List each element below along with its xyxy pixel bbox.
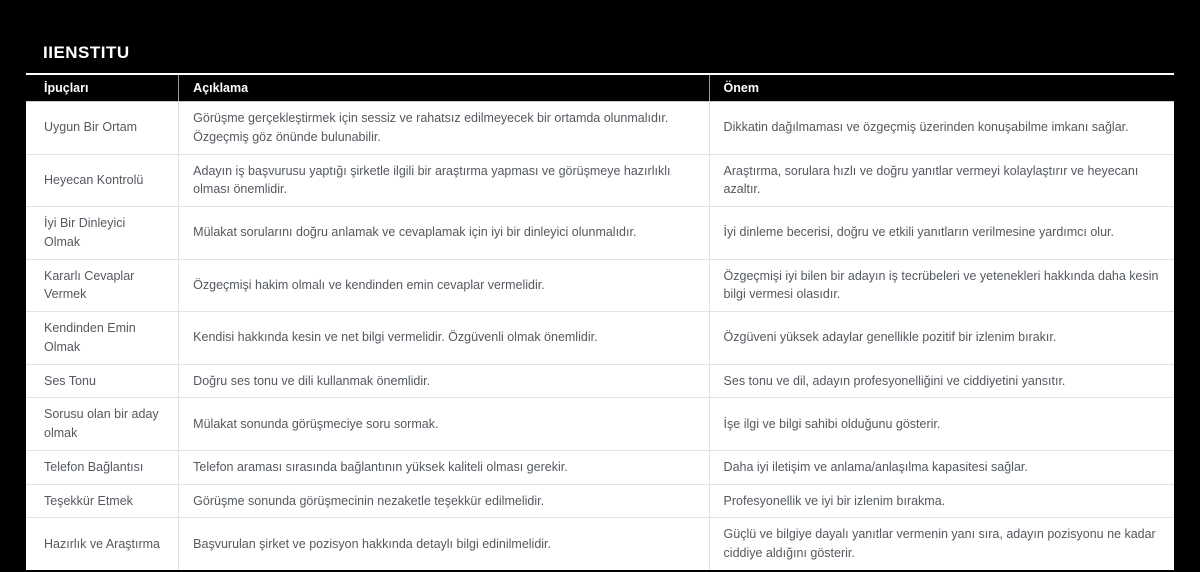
cell-description: Adayın iş başvurusu yaptığı şirketle ilgili bir araştırma yapması ve görüşmeye hazırlıklı olması önemlidir. (179, 154, 709, 207)
cell-importance: Ses tonu ve dil, adayın profesyonelliğini ve ciddiyetini yansıtır. (709, 364, 1174, 398)
cell-tip: Sorusu olan bir aday olmak (26, 398, 179, 451)
cell-description: Kendisi hakkında kesin ve net bilgi vermelidir. Özgüvenli olmak önemlidir. (179, 312, 709, 365)
cell-importance: Daha iyi iletişim ve anlama/anlaşılma kapasitesi sağlar. (709, 450, 1174, 484)
table-row (26, 518, 1174, 570)
table-row (26, 312, 1174, 365)
column-header-importance: Önem (709, 75, 1174, 102)
cell-tip: Uygun Bir Ortam (26, 102, 179, 155)
cell-description: Mülakat sonunda görüşmeciye soru sormak. (179, 398, 709, 451)
cell-description: Telefon araması sırasında bağlantının yüksek kaliteli olması gerekir. (179, 450, 709, 484)
cell-tip: İyi Bir Dinleyici Olmak (26, 207, 179, 260)
table-row (26, 364, 1174, 398)
cell-tip: Hazırlık ve Araştırma (26, 518, 179, 570)
table-row (26, 259, 1174, 312)
table-header (26, 75, 1174, 102)
cell-description: Başvurulan şirket ve pozisyon hakkında detaylı bilgi edinilmelidir. (179, 518, 709, 570)
tips-table (26, 75, 1174, 570)
cell-description: Görüşme sonunda görüşmecinin nezaketle teşekkür edilmelidir. (179, 484, 709, 518)
cell-tip: Kararlı Cevaplar Vermek (26, 259, 179, 312)
cell-importance: Profesyonellik ve iyi bir izlenim bırakma. (709, 484, 1174, 518)
cell-description: Mülakat sorularını doğru anlamak ve cevaplamak için iyi bir dinleyici olunmalıdır. (179, 207, 709, 260)
table-row (26, 398, 1174, 451)
cell-tip: Ses Tonu (26, 364, 179, 398)
cell-tip: Heyecan Kontrolü (26, 154, 179, 207)
table-row (26, 154, 1174, 207)
cell-description: Özgeçmişi hakim olmalı ve kendinden emin cevaplar vermelidir. (179, 259, 709, 312)
table-row (26, 484, 1174, 518)
content-panel (24, 30, 1176, 572)
table-row (26, 207, 1174, 260)
cell-importance: Araştırma, sorulara hızlı ve doğru yanıtlar vermeyi kolaylaştırır ve heyecanı azaltır. (709, 154, 1174, 207)
table-row (26, 450, 1174, 484)
cell-tip: Teşekkür Etmek (26, 484, 179, 518)
cell-tip: Kendinden Emin Olmak (26, 312, 179, 365)
cell-importance: Özgüveni yüksek adaylar genellikle pozitif bir izlenim bırakır. (709, 312, 1174, 365)
cell-importance: Güçlü ve bilgiye dayalı yanıtlar vermenin yanı sıra, adayın pozisyonu ne kadar ciddiye aldığını gösterir. (709, 518, 1174, 570)
cell-tip: Telefon Bağlantısı (26, 450, 179, 484)
cell-importance: Dikkatin dağılmaması ve özgeçmiş üzerinden konuşabilme imkanı sağlar. (709, 102, 1174, 155)
cell-description: Görüşme gerçekleştirmek için sessiz ve rahatsız edilmeyecek bir ortamda olunmalıdır. Özgeçmiş göz önünde bulunabilir. (179, 102, 709, 155)
column-header-description: Açıklama (179, 75, 709, 102)
table-row (26, 102, 1174, 155)
brand-title: IIENSTITU (26, 32, 1174, 75)
cell-importance: Özgeçmişi iyi bilen bir adayın iş tecrübeleri ve yetenekleri hakkında daha kesin bilgi vermesi olasıdır. (709, 259, 1174, 312)
header-row (26, 75, 1174, 102)
column-header-tips: İpuçları (26, 75, 179, 102)
cell-description: Doğru ses tonu ve dili kullanmak önemlidir. (179, 364, 709, 398)
cell-importance: İyi dinleme becerisi, doğru ve etkili yanıtların verilmesine yardımcı olur. (709, 207, 1174, 260)
cell-importance: İşe ilgi ve bilgi sahibi olduğunu gösterir. (709, 398, 1174, 451)
table-body (26, 102, 1174, 570)
